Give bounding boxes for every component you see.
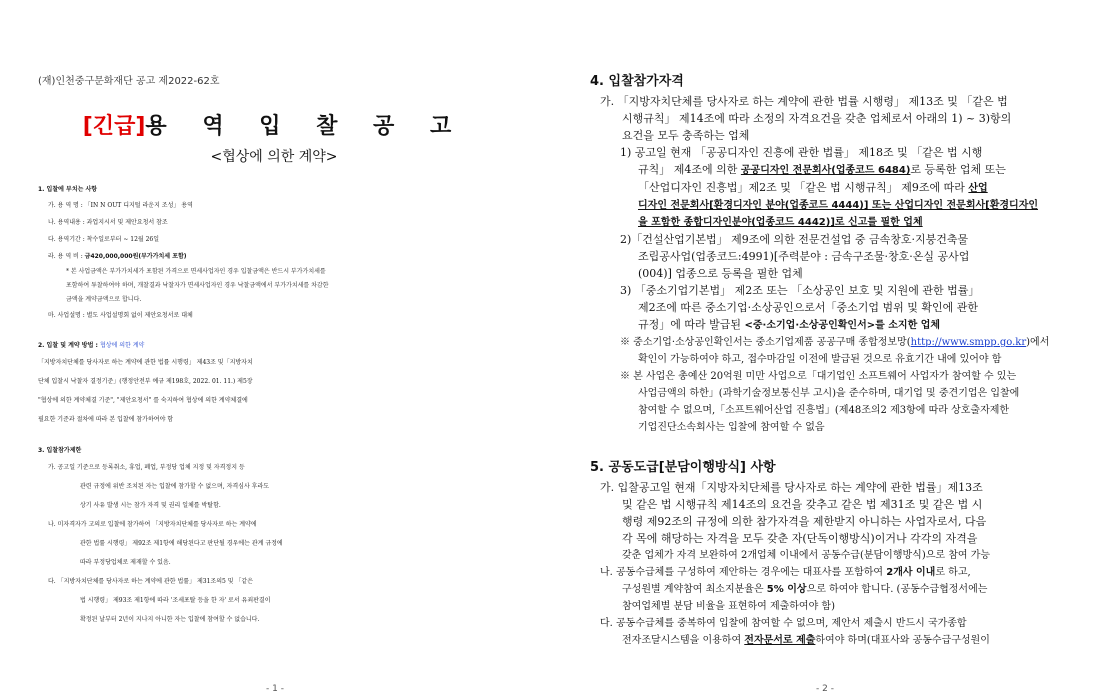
note-line: 확인이 가능하여야 하고, 접수마감일 이전에 발급된 것으로 유효기간 내에 있어야 함 [638,354,1002,365]
paragraph-line: "협상에 의한 계약체결 기준", "제안요청서" 를 숙지하여 협상에 의한 계약체결에 [38,397,248,404]
list-item [590,564,1060,581]
urgent-label: [긴급] [82,114,146,139]
certificate-name: <중·소기업·소상공인확인서>를 소지한 업체 [744,320,941,331]
text-span: 전자조달시스템을 이용하여 [622,635,745,646]
list-item-cont [590,316,1060,334]
note-line: 금액을 계약금액으로 합니다. [66,296,142,303]
note-line: 참여할 수 없으며,「소프트웨어산업 진흥법」(제48조의2 제3항에 따라 상호출자제한 [638,405,1010,416]
list-item: 다. 용역기간 : 착수일로부터 ~ 12월 26일 [48,236,160,243]
list-item-cont: 따라 부정당업체로 제재할 수 있음. [80,559,171,566]
note-line: ※ 본 사업은 총예산 20억원 미만 사업으로「대기업인 소프트웨어 사업자가 참여할 수 있는 [620,371,1017,382]
announcement-number: (재)인천중구문화재단 공고 제2022-62호 [38,76,220,87]
section-2-title: 2. 입찰 및 계약 방법 : [38,342,100,349]
paragraph-line: 단체 입찰시 낙찰자 결정기준」(행정안전부 예규 제198호, 2022. 01. 11.) 제5장 [38,378,253,385]
section-1-heading: 1. 입찰에 부치는 사항 [38,186,98,193]
text-span: 하여야 하며(대표사와 공동수급구성원이 [815,635,990,646]
note-line [590,334,1060,351]
paragraph-line: 「지방자치단체를 당사자로 하는 계약에 관한 법률 시행령」 제43조 및「지방자치 [38,359,253,366]
text-span: 「산업디자인 진흥법」제2조 및 「같은 법 시행규칙」 제9조에 따라 [638,181,969,194]
text-span: 로 하고, [935,567,971,578]
list-item-cont [590,179,1060,197]
text-span: 규정」에 따라 발급된 [638,318,745,331]
list-item: 가. 공고일 기준으로 등록취소, 휴업, 폐업, 부정당 업체 지정 및 자격정지 등 [48,464,245,471]
list-item: 나. 미자격자가 고의로 입찰에 참가하여 「지방자치단체를 당사자로 하는 계약에 [48,521,257,528]
section-2-heading [38,340,510,349]
text-span: 로 등록한 업체 또는 [910,163,1006,176]
page-subtitle: <협상에 의한 계약> [210,149,338,165]
list-item-cont [590,581,1060,598]
list-item-cont: 디자인 전문회사[환경디자인 분야(업종코드 4444)] 또는 산업디자인 전문회사[환경디자인 [638,200,1039,211]
list-item: 다. 공동수급체를 중복하여 입찰에 참여할 수 없으며, 제안서 제출시 반드시 국가종합 [600,618,967,629]
list-item-cont: 갖춘 업체가 자격 보완하여 2개업체 이내에서 공동수급(분담이행방식)으로 참여 가능 [622,550,991,561]
cost-label: 라. 용 역 비 : [48,253,85,260]
category-code: 공공디자인 전문회사(업종코드 6484) [740,165,911,176]
cost-amount: 금420,000,000원(부가가치세 포함) [84,253,187,260]
list-item: 가. 「지방자치단체를 당사자로 하는 계약에 관한 법률 시행령」 제13조 및 「같은 법 [600,95,1008,108]
list-item-cont: 조립공사업(업종코드:4991)[주력분야 : 금속구조물·창호·온실 공사업 [638,250,970,263]
list-item-cont: 법 시행령」 제93조 제1항에 따라 '조세포탈 등을 한 자' 로서 유죄판결이 [80,597,271,604]
note-line: * 본 사업금액은 부가가치세가 포함된 가격으로 면세사업자인 경우 입찰금액은 반드시 부가가치세를 [66,268,326,275]
list-item-cont: 확정된 날부터 2년이 지나지 아니한 자는 입찰에 참여할 수 없습니다. [80,616,260,623]
list-item: 나. 용역내용 : 과업지시서 및 제안요청서 참조 [48,219,168,226]
emphasis: 전자문서로 제출 [744,635,816,646]
list-item: 가. 용 역 명 : 「IN N OUT 디지털 라운지 조성」 용역 [48,202,193,209]
page-title [38,109,510,140]
list-item-cont: 상기 사유 발생 시는 참가 자격 및 권리 일체를 박탈함. [80,502,221,509]
paragraph-line: 필요한 기준과 절차에 따라 본 입찰에 참가하여야 함 [38,416,174,423]
list-item [38,248,510,265]
list-item-cont: 행령 제92조의 규정에 의한 참가자격을 제한받지 아니하는 사업자로서, 다음 [622,515,987,528]
note-line: 포함하여 투찰하여야 하며, 개찰결과 낙찰자가 면세사업자인 경우 낙찰금액에서 부가가치세를 차감한 [66,282,329,289]
list-item-cont: 관련 규정에 위반 조치된 자는 입찰에 참가할 수 없으며, 자격심사 후라도 [80,483,270,490]
section-4-heading: 4. 입찰참가자격 [590,74,684,89]
page-number: - 2 - [816,684,834,694]
text-span: 구성원별 계약참여 최소지분율은 [622,584,767,595]
list-item: 3) 「중소기업기본법」 제2조 또는 「소상공인 보호 및 지원에 관한 법률」 [620,284,980,297]
text-span: ※ 중소기업·소상공인확인서는 중소기업제품 공공구매 종합정보망( [620,337,911,348]
emphasis: 2개사 이내 [886,567,936,578]
list-item-cont [590,161,1060,179]
list-item: 다. 「지방자치단체를 당사자로 하는 계약에 관한 법률」 제31조의5 및 「같은 [48,578,254,585]
list-item-cont: 관한 법률 시행령」 제92조 제1항에 해당된다고 판단될 경우에는 관계 규정에 [80,540,283,547]
category-code: 산업 [968,183,988,194]
list-item-cont: 을 포함한 종합디자인분야(업종코드 4442)]로 신고를 필한 업체 [638,217,923,228]
list-item-cont: 시행규칙」 제14조에 따라 소정의 자격요건을 갖춘 업체로서 아래의 1) ~ 3)항의 [622,112,1012,125]
list-item: 1) 공고일 현재 「공공디자인 진흥에 관한 법률」 제18조 및 「같은 법 시행 [620,146,983,159]
page-2 [550,0,1100,700]
list-item: 가. 입찰공고일 현재「지방자치단체를 당사자로 하는 계약에 관한 법률」제13조 [600,481,983,494]
title-text: 용 역 입 찰 공 고 [145,114,466,139]
text-span: 규칙」 제4조에 의한 [638,163,741,176]
section-3-heading: 3. 입찰참가제한 [38,447,82,454]
list-item-cont: 및 같은 법 시행규칙 제14조의 요건을 갖추고 같은 법 제31조 및 같은 법 시 [622,498,983,511]
page-number: - 1 - [266,684,284,694]
contract-method-tag: 협상에 의한 계약 [99,342,145,349]
list-item: 2)「건설산업기본법」 제9조에 의한 전문건설업 중 금속창호·지붕건축물 [620,233,969,246]
section-5-heading: 5. 공동도급[분담이행방식] 사항 [590,460,776,475]
note-line: 기업진단소속회사는 입찰에 참여할 수 없음 [638,422,825,433]
list-item: 마. 사업설명 : 별도 사업설명회 없이 제안요청서로 대체 [48,312,193,319]
emphasis: 5% 이상 [766,584,807,595]
list-item-cont: (004)] 업종으로 등록을 필한 업체 [638,267,803,280]
note-line: 사업금액의 하한」(과학기술정보통신부 고시)을 준수하며, 대기업 및 중견기업은 입찰에 [638,388,1020,399]
text-span: 으로 하여야 합니다. (공동수급협정서에는 [806,584,988,595]
text-span: )에서 [1026,337,1050,348]
list-item-cont: 제2조에 따른 중소기업·소상공인으로서「중소기업 범위 및 확인에 관한 [638,301,979,314]
smpp-link[interactable]: http://www.smpp.go.kr [910,337,1027,348]
list-item-cont: 참여업체별 분담 비율을 표현하여 제출하여야 함) [622,601,835,612]
list-item-cont [590,632,1060,649]
text-span: 나. 공동수급체를 구성하여 제안하는 경우에는 대표사를 포함하여 [600,567,887,578]
list-item-cont: 요건을 모두 충족하는 업체 [622,129,750,142]
list-item-cont: 각 목에 해당하는 자격을 모두 갖춘 자(단독이행방식)이거나 각각의 자격을 [622,532,978,545]
